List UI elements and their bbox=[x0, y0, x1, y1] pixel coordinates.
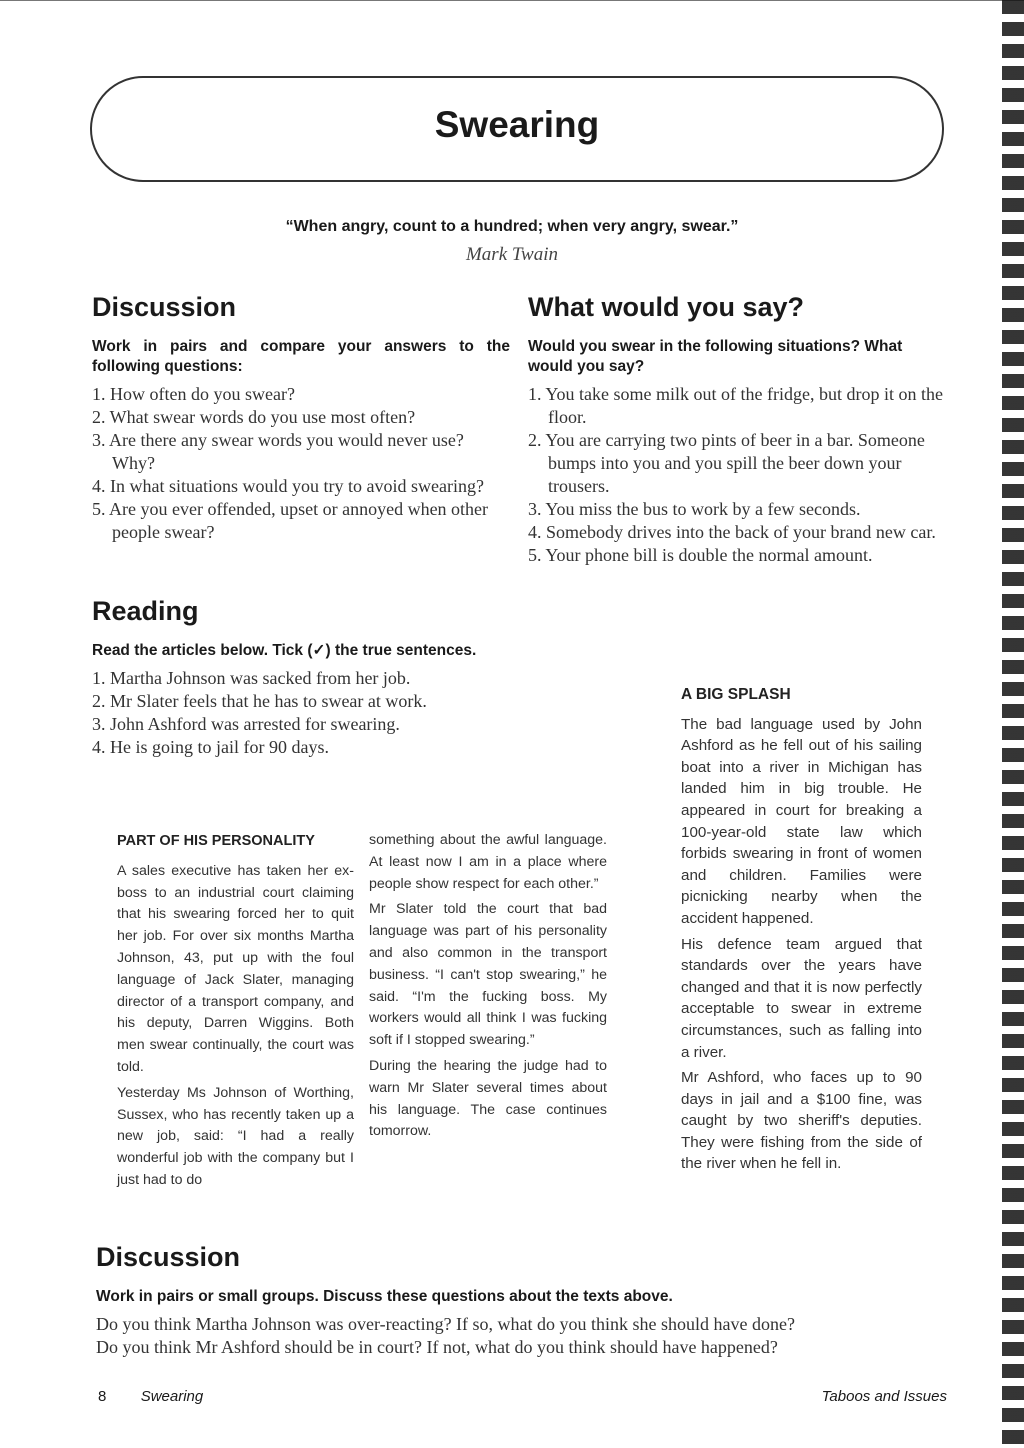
list-item: 3. You miss the bus to work by a few seconds. bbox=[528, 499, 861, 519]
reading-section bbox=[92, 596, 612, 759]
footer-book-title: Taboos and Issues bbox=[821, 1388, 947, 1405]
list-item: 2. You are carrying two pints of beer in a bar. Someone bumps into you and you spill the beer down your trousers. bbox=[528, 430, 925, 496]
reading-heading: Reading bbox=[92, 596, 199, 626]
article-paragraph: During the hearing the judge had to warn Mr Slater several times about his language. The case continues tomorrow. bbox=[369, 1057, 607, 1140]
true-sentences-list bbox=[92, 667, 612, 759]
page-title: Swearing bbox=[434, 104, 600, 145]
list-item: Do you think Mr Ashford should be in court? If not, what do you think should have happened? bbox=[96, 1337, 778, 1357]
discussion-questions bbox=[96, 1313, 946, 1359]
what-would-you-say-instruction: Would you swear in the following situations? What would you say? bbox=[528, 338, 903, 375]
list-item: 4. Somebody drives into the back of your brand new car. bbox=[528, 522, 936, 542]
list-item: 1. How often do you swear? bbox=[92, 384, 295, 404]
article-paragraph: His defence team argued that standards over the years have changed and that it is now perfectly acceptable to swear in extreme circumstances, such as falling into a river. bbox=[681, 935, 922, 1061]
discussion-instruction: Work in pairs or small groups. Discuss these questions about the texts above. bbox=[96, 1288, 673, 1305]
page-number: 8 bbox=[98, 1388, 107, 1405]
situations-list bbox=[528, 383, 946, 567]
list-item: 5. Your phone bill is double the normal amount. bbox=[528, 545, 873, 565]
list-item: 1. You take some milk out of the fridge, but drop it on the floor. bbox=[528, 384, 943, 427]
article-paragraph: A sales executive has taken her ex-boss to an industrial court claiming that his swearing forced her to quit her job. For over six months Martha Johnson, 43, put up with the foul language of Jack Slater, managing director of a transport company, and his deputy, Darren Wiggins. Both men swear continually, the court was told. bbox=[117, 862, 354, 1075]
discussion-texts-section bbox=[96, 1242, 946, 1359]
binding-edge bbox=[1002, 0, 1024, 1448]
list-item: 4. In what situations would you try to avoid swearing? bbox=[92, 476, 484, 496]
article-paragraph: Mr Slater told the court that bad language was part of his personality and also common in the transport business. “I can't stop swearing,” he said. “I'm the fucking boss. My workers would all think I was fucking soft if I stopped swearing.” bbox=[369, 901, 607, 1049]
article-paragraph: something about the awful language. At least now I am in a place where people show respect for each other.” bbox=[369, 832, 607, 892]
list-item: 2. Mr Slater feels that he has to swear at work. bbox=[92, 691, 427, 711]
epigraph-author: Mark Twain bbox=[465, 244, 558, 265]
article-paragraph: The bad language used by John Ashford as he fell out of his sailing boat into a river in Michigan has landed him in big trouble. He appeared in court for breaking a 100-year-old state law which forbids swearing in front of women and children. Families were picnicking nearby when the accident happened. bbox=[681, 715, 922, 927]
article-part-of-his-personality-col1 bbox=[117, 831, 354, 1196]
list-item: 3. Are there any swear words you would never use? Why? bbox=[92, 430, 464, 473]
discussion-section bbox=[92, 292, 510, 544]
article-paragraph: Mr Ashford, who faces up to 90 days in jail and a $100 fine, was caught by two sheriff's deputies. They were fishing from the side of the river when he fell in. bbox=[681, 1069, 922, 1173]
discussion-heading: Discussion bbox=[92, 292, 237, 322]
what-would-you-say-section bbox=[528, 292, 946, 567]
epigraph-quote: “When angry, count to a hundred; when very angry, swear.” bbox=[285, 218, 739, 235]
article-headline: A BIG SPLASH bbox=[681, 686, 791, 703]
list-item: 2. What swear words do you use most often? bbox=[92, 407, 416, 427]
list-item: 1. Martha Johnson was sacked from her job. bbox=[92, 668, 411, 688]
list-item: 5. Are you ever offended, upset or annoyed when other people swear? bbox=[92, 499, 489, 542]
list-item: 4. He is going to jail for 90 days. bbox=[92, 737, 329, 757]
list-item: Do you think Martha Johnson was over-reacting? If so, what do you think she should have done? bbox=[96, 1314, 795, 1334]
article-paragraph: Yesterday Ms Johnson of Worthing, Sussex, who has recently taken up a new job, said: “I had a really wonderful job with the company but I just had to do bbox=[117, 1084, 354, 1188]
reading-instruction: Read the articles below. Tick (✓) the true sentences. bbox=[92, 642, 477, 659]
discussion-instruction: Work in pairs and compare your answers to the following questions: bbox=[92, 338, 510, 375]
article-part-of-his-personality-col2 bbox=[369, 830, 607, 1147]
footer-section-title: Swearing bbox=[140, 1388, 204, 1405]
list-item: 3. John Ashford was arrested for swearing. bbox=[92, 714, 400, 734]
discussion-questions bbox=[92, 383, 510, 544]
article-headline: PART OF HIS PERSONALITY bbox=[117, 833, 315, 849]
top-edge-rule bbox=[0, 0, 1024, 1]
discussion-heading: Discussion bbox=[96, 1242, 241, 1272]
footer-left bbox=[98, 1388, 203, 1405]
article-a-big-splash bbox=[681, 684, 922, 1179]
what-would-you-say-heading: What would you say? bbox=[528, 292, 805, 322]
